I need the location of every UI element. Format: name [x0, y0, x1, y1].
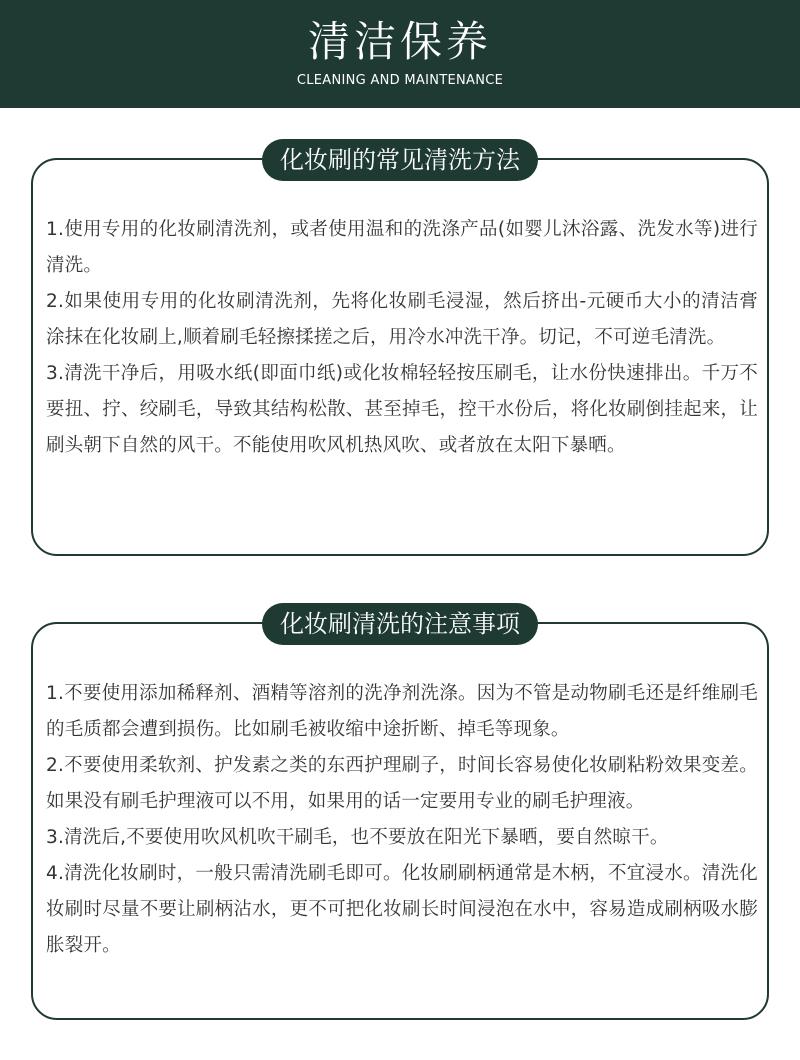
section-title-precautions: 化妆刷清洗的注意事项	[262, 603, 538, 645]
cleaning-methods-panel	[31, 146, 769, 556]
precaution-item: 4.清洗化妆刷时，一般只需清洗刷毛即可。化妆刷刷柄通常是木柄，不宜浸水。清洗化妆刷时尽量不要让刷柄沾水，更不可把化妆刷长时间浸泡在水中，容易造成刷柄吸水膨胀裂开。	[46, 863, 758, 956]
precautions-content	[46, 676, 758, 964]
precaution-item: 2.不要使用柔软剂、护发素之类的东西护理刷子，时间长容易使化妆刷粘粉效果变差。如果没有刷毛护理液可以不用，如果用的话一定要用专业的刷毛护理液。	[46, 755, 758, 812]
method-item: 1.使用专用的化妆刷清洗剂，或者使用温和的洗涤产品(如婴儿沐浴露、洗发水等)进行清洗。	[46, 219, 758, 276]
cleaning-methods-content	[46, 212, 758, 464]
precautions-panel	[31, 610, 769, 1020]
page-title: 清洁保养	[307, 17, 492, 66]
section-title-cleaning-methods: 化妆刷的常见清洗方法	[262, 139, 538, 181]
method-item: 3.清洗干净后，用吸水纸(即面巾纸)或化妆棉轻轻按压刷毛，让水份快速排出。千万不要扭、拧、绞刷毛，导致其结构松散、甚至掉毛，控干水份后，将化妆刷倒挂起来，让刷头朝下自然的风干。不能使用吹风机热风吹、或者放在太阳下暴晒。	[46, 363, 758, 456]
method-item: 2.如果使用专用的化妆刷清洗剂，先将化妆刷毛浸湿，然后挤出-元硬币大小的清洁膏涂抹在化妆刷上,顺着刷毛轻擦揉搓之后，用冷水冲洗干净。切记，不可逆毛清洗。	[46, 291, 758, 348]
precaution-item: 3.清洗后,不要使用吹风机吹干刷毛，也不要放在阳光下暴晒，要自然晾干。	[46, 827, 669, 848]
precaution-item: 1.不要使用添加稀释剂、酒精等溶剂的洗净剂洗涤。因为不管是动物刷毛还是纤维刷毛的毛质都会遭到损伤。比如刷毛被收缩中途折断、掉毛等现象。	[46, 683, 758, 740]
page-subtitle: CLEANING AND MAINTENANCE	[296, 73, 504, 88]
page-header	[0, 0, 800, 108]
